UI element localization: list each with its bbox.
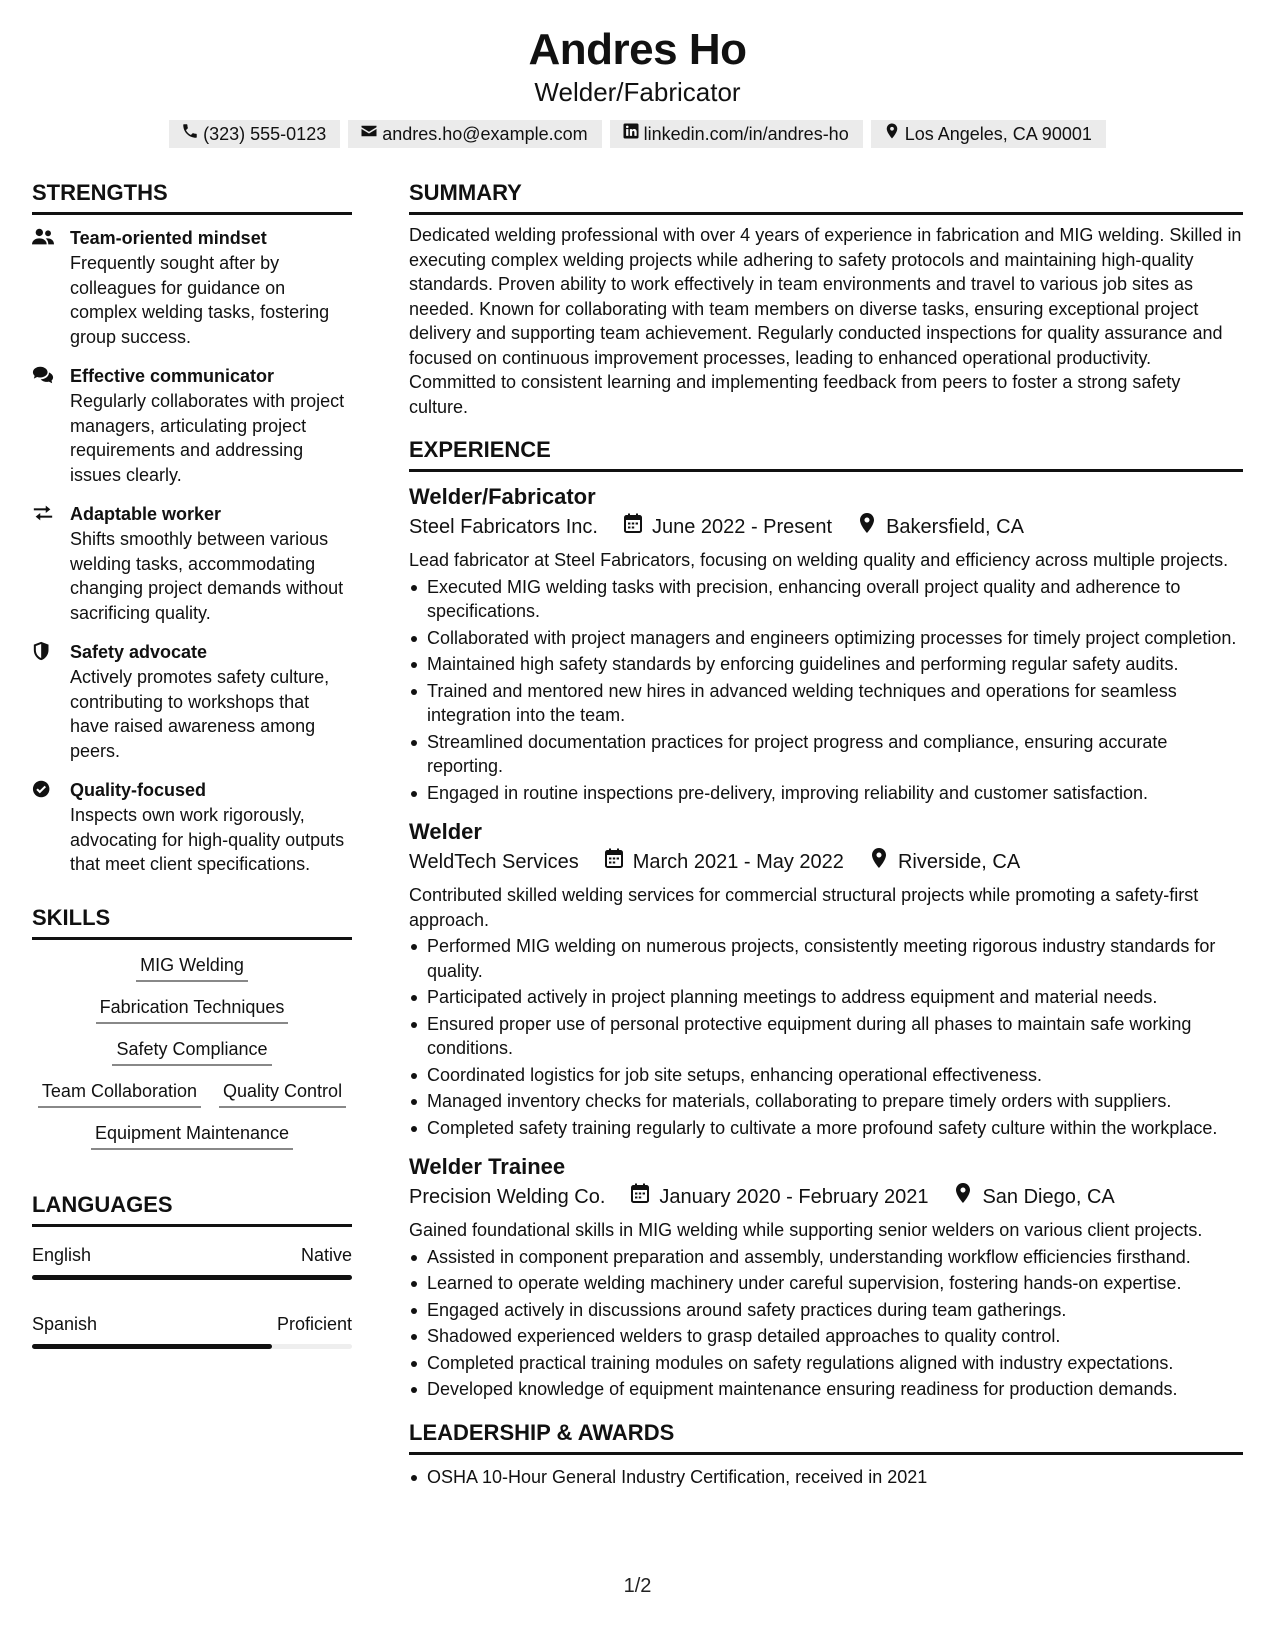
skill-tag: Fabrication Techniques: [96, 992, 289, 1024]
strength-title: Safety advocate: [70, 642, 208, 662]
language-proficiency-fill: [32, 1344, 272, 1349]
strength-item: [32, 639, 352, 763]
check-circle-icon: [32, 777, 70, 877]
job-description: Gained foundational skills in MIG welding while supporting senior welders on various client projects.: [409, 1220, 1203, 1240]
job-location: Bakersfield, CA: [886, 516, 1024, 538]
phone-text: (323) 555-0123: [203, 124, 327, 144]
team-icon: [32, 225, 70, 349]
strength-desc: Inspects own work rigorously, advocating for high-quality outputs that meet client specifications.: [70, 805, 345, 874]
skills-heading: SKILLS: [32, 903, 352, 940]
candidate-name: Andres Ho: [528, 25, 747, 74]
strength-item: [32, 225, 352, 349]
strength-desc: Shifts smoothly between various welding tasks, accommodating changing project demands without sacrificing quality.: [70, 529, 344, 623]
job-location: San Diego, CA: [982, 1186, 1115, 1208]
job-dates: June 2022 - Present: [651, 516, 833, 538]
strength-item: [32, 501, 352, 625]
award-item: OSHA 10-Hour General Industry Certification, received in 2021: [427, 1465, 1243, 1490]
strength-title: Adaptable worker: [70, 504, 222, 524]
skill-tag: MIG Welding: [136, 950, 248, 982]
shield-icon: [32, 639, 70, 763]
skill-tag: Quality Control: [219, 1076, 346, 1108]
contact-bar: [0, 120, 1275, 148]
language-name: English: [32, 1244, 92, 1265]
awards-list: [409, 1465, 1243, 1490]
job-title: Welder: [409, 819, 482, 844]
language-proficiency-bar: [32, 1344, 352, 1349]
strength-desc: Frequently sought after by colleagues for guidance on complex welding tasks, fostering group success.: [70, 253, 330, 347]
job-company: Precision Welding Co.: [409, 1186, 606, 1208]
bullet-item: Developed knowledge of equipment maintenance ensuring readiness for production demands.: [427, 1377, 1243, 1402]
strength-item: [32, 777, 352, 877]
job-bullets: [409, 934, 1243, 1140]
map-pin-icon: [883, 120, 901, 148]
contact-phone[interactable]: [169, 120, 340, 148]
language-proficiency-bar: [32, 1275, 352, 1280]
email-text: andres.ho@example.com: [382, 124, 588, 144]
map-pin-icon: [954, 1182, 972, 1212]
bullet-item: Completed safety training regularly to cultivate a more profound safety culture within the workplace.: [427, 1116, 1243, 1141]
skill-tag: Safety Compliance: [112, 1034, 271, 1066]
job-dates: January 2020 - February 2021: [659, 1186, 929, 1208]
resume-header: [0, 0, 1275, 148]
page-number: 1/2: [623, 1575, 652, 1597]
bullet-item: Assisted in component preparation and assembly, understanding workflow efficiencies firsthand.: [427, 1245, 1243, 1270]
bullet-item: Shadowed experienced welders to grasp detailed approaches to quality control.: [427, 1324, 1243, 1349]
job-entry: [409, 1152, 1243, 1402]
calendar-icon: [605, 847, 623, 877]
chat-icon: [32, 363, 70, 487]
job-meta: [409, 847, 1243, 877]
bullet-item: Collaborated with project managers and engineers optimizing processes for timely project completion.: [427, 626, 1243, 651]
skill-tag: Team Collaboration: [38, 1076, 201, 1108]
bullet-item: Engaged actively in discussions around safety practices during team gatherings.: [427, 1298, 1243, 1323]
job-title: Welder Trainee: [409, 1154, 566, 1179]
strength-item: [32, 363, 352, 487]
summary-heading: SUMMARY: [409, 178, 1243, 215]
skill-tag: Equipment Maintenance: [91, 1118, 293, 1150]
contact-location[interactable]: [871, 120, 1106, 148]
language-level: Native: [300, 1244, 352, 1265]
bullet-item: Managed inventory checks for materials, collaborating to prepare timely orders with suppliers.: [427, 1089, 1243, 1114]
calendar-icon: [624, 512, 642, 542]
job-company: WeldTech Services: [409, 851, 579, 873]
skills-section: [32, 903, 352, 1150]
map-pin-icon: [858, 512, 876, 542]
job-bullets: [409, 1245, 1243, 1402]
location-text: Los Angeles, CA 90001: [904, 124, 1092, 144]
experience-section: [409, 435, 1243, 1402]
strength-title: Team-oriented mindset: [70, 228, 267, 248]
awards-section: [409, 1418, 1243, 1490]
job-title: Welder/Fabricator: [409, 484, 596, 509]
right-column: [409, 178, 1243, 1491]
job-meta: [409, 1182, 1243, 1212]
awards-heading: LEADERSHIP & AWARDS: [409, 1418, 1243, 1455]
job-dates: March 2021 - May 2022: [632, 851, 844, 873]
language-item: [32, 1241, 352, 1280]
strength-desc: Actively promotes safety culture, contributing to workshops that have raised awareness among peers.: [70, 667, 330, 761]
job-description: Contributed skilled welding services for commercial structural projects while promoting a safety-first approach.: [409, 885, 1199, 930]
language-item: [32, 1310, 352, 1349]
bullet-item: Ensured proper use of personal protective equipment during all phases to maintain safe working conditions.: [427, 1012, 1243, 1061]
language-level: Proficient: [276, 1313, 352, 1334]
left-column: [32, 178, 352, 1379]
bullet-item: Engaged in routine inspections pre-delivery, improving reliability and customer satisfaction.: [427, 781, 1243, 806]
languages-section: [32, 1190, 352, 1349]
language-name: Spanish: [32, 1313, 98, 1334]
job-description: Lead fabricator at Steel Fabricators, focusing on welding quality and efficiency across multiple projects.: [409, 550, 1229, 570]
skills-list: [32, 950, 352, 1150]
bullet-item: Trained and mentored new hires in advanced welding techniques and operations for seamless integration into the team.: [427, 679, 1243, 728]
job-entry: [409, 817, 1243, 1140]
strength-desc: Regularly collaborates with project managers, articulating project requirements and addressing issues clearly.: [70, 391, 345, 485]
strengths-heading: STRENGTHS: [32, 178, 352, 215]
job-entry: [409, 482, 1243, 805]
bullet-item: Performed MIG welding on numerous projects, consistently meeting rigorous industry standards for quality.: [427, 934, 1243, 983]
bullet-item: Participated actively in project planning meetings to address equipment and material needs.: [427, 985, 1243, 1010]
contact-linkedin[interactable]: [610, 120, 863, 148]
strength-title: Quality-focused: [70, 780, 207, 800]
phone-icon: [181, 120, 199, 148]
calendar-icon: [631, 1182, 649, 1212]
bullet-item: Completed practical training modules on safety regulations aligned with industry expectations.: [427, 1351, 1243, 1376]
linkedin-text: linkedin.com/in/andres-ho: [643, 124, 849, 144]
bullet-item: Learned to operate welding machinery under careful supervision, fostering hands-on expertise.: [427, 1271, 1243, 1296]
candidate-title: Welder/Fabricator: [534, 77, 741, 107]
job-meta: [409, 512, 1243, 542]
experience-heading: EXPERIENCE: [409, 435, 1243, 472]
bullet-item: Streamlined documentation practices for project progress and compliance, ensuring accurate reporting.: [427, 730, 1243, 779]
bullet-item: Coordinated logistics for job site setups, enhancing operational effectiveness.: [427, 1063, 1243, 1088]
summary-text: Dedicated welding professional with over 4 years of experience in fabrication and MIG welding. Skilled in executing complex welding projects while adhering to safety protocols and maintaining high-quality standards. Proven ability to work effectively in team environments and travel to various job sites as needed. Known for collaborating with team members on diverse tasks, ensuring exceptional project delivery and supporting team achievement. Regularly conducted inspections for quality assurance and focused on continuous improvement processes, leading to enhanced operational productivity. Committed to consistent learning and implementing feedback from peers to foster a strong safety culture.: [409, 225, 1242, 417]
languages-heading: LANGUAGES: [32, 1190, 352, 1227]
contact-email[interactable]: [348, 120, 601, 148]
swap-arrows-icon: [32, 501, 70, 625]
linkedin-icon: [622, 120, 640, 148]
strength-title: Effective communicator: [70, 366, 275, 386]
map-pin-icon: [870, 847, 888, 877]
job-bullets: [409, 575, 1243, 806]
language-proficiency-fill: [32, 1275, 352, 1280]
job-company: Steel Fabricators Inc.: [409, 516, 598, 538]
bullet-item: Executed MIG welding tasks with precision, enhancing overall project quality and adherence to specifications.: [427, 575, 1243, 624]
bullet-item: Maintained high safety standards by enforcing guidelines and performing regular safety audits.: [427, 652, 1243, 677]
job-location: Riverside, CA: [897, 851, 1021, 873]
envelope-icon: [360, 120, 378, 148]
